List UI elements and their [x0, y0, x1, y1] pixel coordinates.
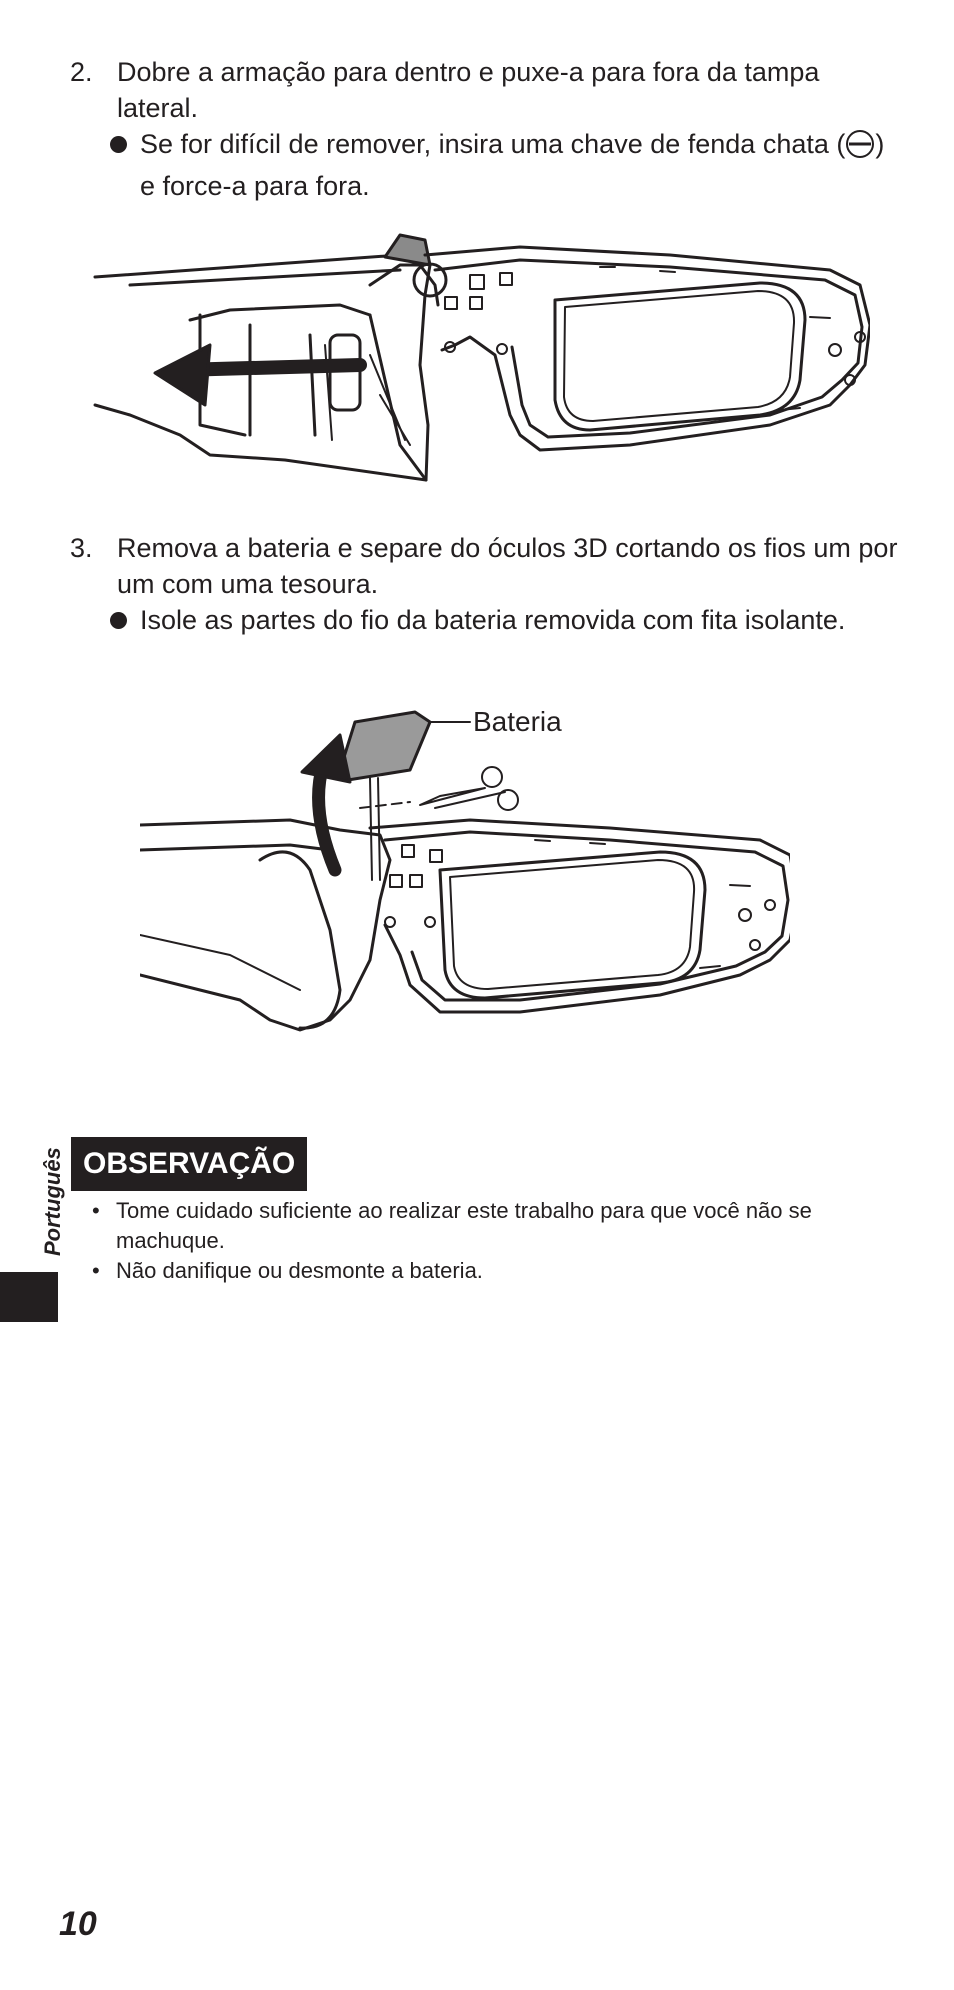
- bullet-text-part2: ) e force-a para fora.: [140, 129, 885, 201]
- bullet-text-part1: Se for difícil de remover, insira uma chave de fenda chata (: [140, 129, 846, 159]
- figure-remove-temple: [70, 225, 870, 510]
- language-side-label: Português: [40, 1147, 65, 1256]
- language-tab-marker: [0, 1272, 58, 1322]
- bullet-dot: [110, 612, 127, 629]
- note-item: • Não danifique ou desmonte a bateria.: [92, 1256, 852, 1286]
- bullet-dot: [110, 136, 127, 153]
- note-title: OBSERVAÇÃO: [71, 1137, 307, 1191]
- step-text: Dobre a armação para dentro e puxe-a para fora da tampa lateral.: [117, 57, 820, 123]
- battery-callout-label: Bateria: [473, 706, 562, 737]
- step-2: [70, 54, 900, 204]
- page-number: 10: [59, 1905, 97, 1943]
- step-3: [70, 530, 900, 638]
- step-bullet: [140, 602, 900, 638]
- note-item: • Tome cuidado suficiente ao realizar este trabalho para que você não se machuque.: [92, 1196, 852, 1256]
- note-list: [92, 1196, 852, 1286]
- flat-screwdriver-icon: [845, 129, 875, 168]
- step-number: 2.: [70, 57, 93, 87]
- step-text: Remova a bateria e separe do óculos 3D cortando os fios um por um com uma tesoura.: [117, 533, 898, 599]
- step-bullet: [140, 126, 900, 204]
- figure-remove-battery: [140, 700, 790, 1080]
- step-number: 3.: [70, 533, 93, 563]
- bullet-text: Isole as partes do fio da bateria removida com fita isolante.: [140, 605, 846, 635]
